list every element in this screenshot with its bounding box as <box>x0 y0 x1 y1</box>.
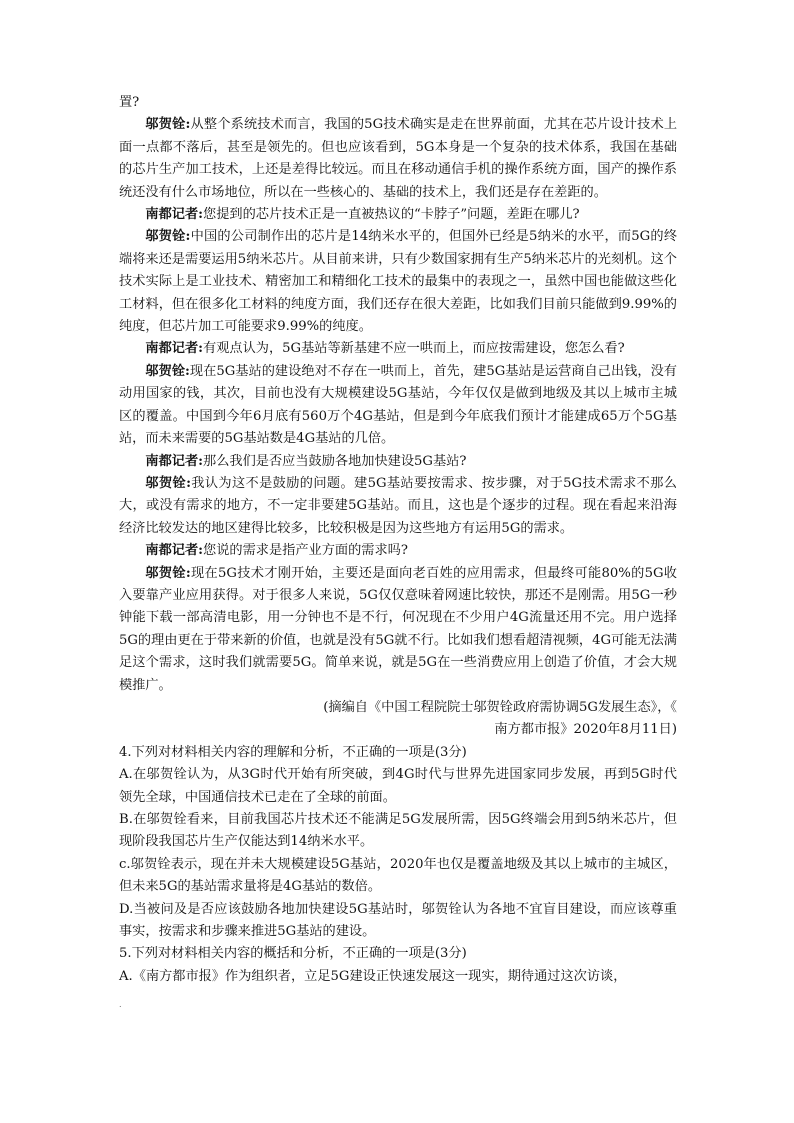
question-4-option-b: B.在邬贺铨看来，目前我国芯片技术还不能满足5G发展所需，因5G终端会用到5纳米芯片，但现阶段我国芯片生产仅能达到14纳米水平。 <box>119 812 677 850</box>
question-5-option-a: A.《南方都市报》作为组织者，立足5G建设正快速发展这一现实，期待通过这次访谈， <box>119 968 627 984</box>
paragraph <box>119 451 677 473</box>
question-4-option-a: A.在邬贺铨认为，从3G时代开始有所突破，到4G时代与世界先进国家同步发展，再到5G时代领先全球，中国通信技术已走在了全球的前面。 <box>119 767 677 805</box>
paragraph-text: 我认为这不是鼓励的问题。建5G基站要按需求、按步骤，对于5G技术需求不那么大，或没有需求的地方，不一定非要建5G基站。而且，这也是个逐步的过程。现在看起来沿海经济比较发达的地区建得比较多，比较积极是因为这些地方有运用5G的需求。 <box>119 475 677 536</box>
paragraph <box>119 338 677 360</box>
paragraph <box>119 226 677 338</box>
speaker-label: 邬贺铨: <box>145 475 191 491</box>
speaker-label: 南都记者: <box>145 453 204 469</box>
paragraph-text: 您提到的芯片技术正是一直被热议的“卡脖子”问题，差距在哪儿? <box>203 207 580 223</box>
paragraph: 置? <box>119 95 140 110</box>
paragraph-text: 那么我们是否应当鼓励各地加快建设5G基站? <box>203 453 467 469</box>
speaker-label: 邬贺铨: <box>145 229 191 245</box>
paragraph <box>119 473 677 540</box>
question-4-option-c: c.邬贺铨表示，现在并未大规模建设5G基站，2020年也仅是覆盖地级及其以上城市的主城区，但未来5G的基站需求量将是4G基站的数倍。 <box>119 856 677 895</box>
footer-mark: . <box>119 1000 122 1009</box>
paragraph <box>119 114 677 204</box>
paragraph <box>119 204 677 226</box>
paragraph-text: 现在5G技术才刚开始，主要还是面向老百姓的应用需求，但最终可能80%的5G收入要靠产业应用获得。对于很多人来说，5G仅仅意味着网速比较快，那还不是刚需。用5G一秒钟能下载一部高清电影，用一分钟也不是不行，何况现在不少用户4G流量还用不完。用户选择5G的理由更在于带来新的价值，也就是没有5G就不行。比如我们想看超清视频，4G可能无法满足这个需求，这时我们就需要5G。简单来说，就是5G在一些消费应用上创造了价值，才会大规模推广。 <box>119 565 677 693</box>
question-4-stem: 4.下列对材料相关内容的理解和分析，不正确的一项是(3分) <box>119 744 467 760</box>
paragraph-text: 现在5G基站的建设绝对不存在一哄而上，首先，建5G基站是运营商自己出钱，没有动用国家的钱，其次，目前也没有大规模建设5G基站，今年仅仅是做到地级及其以上城市主城区的覆盖。中国到今年6月底有560万个4G基站，但是到今年底我们预计才能建成65万个5G基站，而未来需要的5G基站数是4G基站的几倍。 <box>119 363 677 447</box>
source-citation-line1: (摘编自《中国工程院院士邬贺铨政府需协调5G发展生态》，《 <box>323 699 677 715</box>
document-page <box>119 92 677 988</box>
speaker-label: 南都记者: <box>145 543 204 559</box>
paragraph-text: 从整个系统技术而言，我国的5G技术确实是走在世界前面，尤其在芯片设计技术上面一点都不落后，甚至是领先的。但也应该看到，5G本身是一个复杂的技术体系，我国在基础的芯片生产加工技术，上还是差得比较远。而且在移动通信手机的操作系统方面，国产的操作系统还没有什么市场地位，所以在一些核心的、基础的技术上，我们还是存在差距的。 <box>119 117 678 200</box>
paragraph <box>119 361 677 451</box>
question-4-option-d: D.当被问及是否应该鼓励各地加快建设5G基站时，邬贺铨认为各地不宜盲目建设，而应该尊重事实，按需求和步骤来推进5G基站的建设。 <box>119 901 677 940</box>
speaker-label: 邬贺铨: <box>145 565 191 581</box>
speaker-label: 邬贺铨: <box>145 117 191 133</box>
paragraph <box>119 563 677 697</box>
speaker-label: 南都记者: <box>145 341 204 357</box>
speaker-label: 邬贺铨: <box>145 363 190 379</box>
paragraph-text: 中国的公司制作出的芯片是14纳米水平的，但国外已经是5纳米的水平，而5G的终端将来还是需要运用5纳米芯片。从目前来讲，只有少数国家拥有生产5纳米芯片的光刻机。这个技术实际上是工业技术、精密加工和精细化工技术的最集中的表现之一，虽然中国也能做这些化工材料，但在很多化工材料的纯度方面，我们还存在很大差距，比如我们目前只能做到9.99%的纯度，但芯片加工可能要求9.99%的纯度。 <box>119 229 678 335</box>
paragraph-text: 有观点认为，5G基站等新基建不应一哄而上，而应按需建设，您怎么看? <box>203 341 625 357</box>
paragraph-text: 您说的需求是指产业方面的需求吗? <box>203 543 408 559</box>
speaker-label: 南都记者: <box>145 207 204 223</box>
source-citation-line2: 南方都市报》2020年8月11日) <box>494 722 677 738</box>
paragraph <box>119 540 677 562</box>
question-5-stem: 5.下列对材料相关内容的概括和分析，不正确的一项是(3分) <box>119 946 467 962</box>
